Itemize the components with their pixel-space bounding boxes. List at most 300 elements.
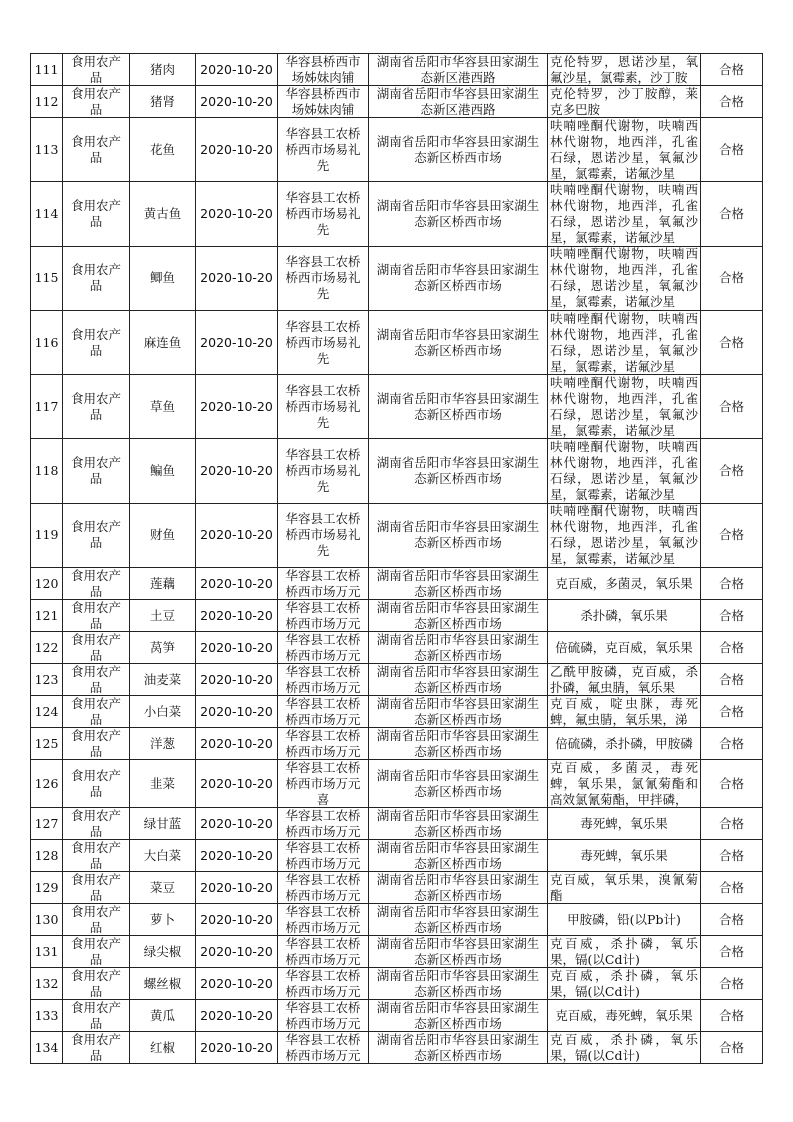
food-category-cell: [63, 664, 130, 696]
seller-address: 湖南省岳阳市华容县田家湖生态新区桥西市场: [376, 1032, 540, 1063]
table-row: [31, 86, 763, 118]
row-number: 112: [34, 93, 59, 109]
seller-address-cell: [369, 375, 548, 439]
seller-address: 湖南省岳阳市华容县田家湖生态新区桥西市场: [376, 568, 540, 599]
sampling-date: 2020-10-20: [200, 93, 273, 109]
product-name: 猪肉: [149, 61, 175, 77]
seller-address-cell: [369, 808, 548, 840]
row-number-cell: [31, 503, 63, 567]
seller-name: 华容县工农桥桥西市场万元: [285, 1032, 361, 1063]
product-name: 红椒: [149, 1039, 175, 1055]
test-items: 呋喃唑酮代谢物，呋喃西林代谢物，地西泮，孔雀石绿，恩诺沙星，氧氟沙星，氯霉素，诺氟沙星: [550, 118, 698, 181]
product-name: 鲫鱼: [149, 270, 175, 286]
sampling-date: 2020-10-20: [200, 735, 273, 751]
food-category-cell: [63, 54, 130, 86]
sampling-date: 2020-10-20: [200, 270, 273, 286]
product-name: 鳊鱼: [149, 463, 175, 479]
test-result: 合格: [718, 334, 744, 350]
row-number: 132: [34, 975, 59, 991]
seller-address: 湖南省岳阳市华容县田家湖生态新区桥西市场: [376, 767, 540, 799]
test-result: 合格: [718, 575, 744, 591]
test-items: 杀扑磷，氧乐果: [580, 607, 668, 623]
food-category-cell: [63, 568, 130, 600]
test-result-cell: [701, 808, 763, 840]
row-number-cell: [31, 760, 63, 808]
row-number: 114: [34, 205, 59, 221]
seller-name-cell: [278, 968, 369, 1000]
row-number: 117: [34, 398, 59, 414]
test-result-cell: [701, 664, 763, 696]
test-items-cell: [548, 808, 701, 840]
seller-name-cell: [278, 1032, 369, 1064]
sampling-date: 2020-10-20: [200, 527, 273, 543]
product-name-cell: [130, 760, 196, 808]
test-items: 呋喃唑酮代谢物，呋喃西林代谢物，地西泮，孔雀石绿，恩诺沙星，氧氟沙星，氯霉素，诺氟沙星: [550, 182, 698, 245]
food-category-cell: [63, 696, 130, 728]
seller-name-cell: [278, 728, 369, 760]
sampling-date-cell: [196, 118, 278, 182]
food-category-cell: [63, 503, 130, 567]
table-row: [31, 439, 763, 503]
test-items: 呋喃唑酮代谢物，呋喃西林代谢物，地西泮，孔雀石绿，恩诺沙星，氧氟沙星，氯霉素，诺氟沙星: [550, 504, 698, 567]
row-number-cell: [31, 1000, 63, 1032]
table-row: [31, 696, 763, 728]
row-number: 127: [34, 815, 59, 831]
product-name-cell: [130, 664, 196, 696]
test-result: 合格: [718, 911, 744, 927]
seller-address: 湖南省岳阳市华容县田家湖生态新区桥西市场: [376, 632, 540, 663]
sampling-date-cell: [196, 904, 278, 936]
seller-name: 华容县工农桥桥西市场万元喜: [285, 760, 361, 807]
seller-address-cell: [369, 760, 548, 808]
sampling-date-cell: [196, 182, 278, 246]
seller-name-cell: [278, 600, 369, 632]
product-name-cell: [130, 600, 196, 632]
food-category: 食用农产品: [70, 54, 121, 85]
seller-address-cell: [369, 118, 548, 182]
seller-address-cell: [369, 696, 548, 728]
seller-name: 华容县工农桥桥西市场万元: [285, 936, 361, 967]
seller-name: 华容县工农桥桥西市场万元: [285, 696, 361, 727]
seller-name: 华容县工农桥桥西市场万元: [285, 568, 361, 599]
food-category-cell: [63, 439, 130, 503]
test-result-cell: [701, 968, 763, 1000]
seller-address: 湖南省岳阳市华容县田家湖生态新区桥西市场: [376, 936, 540, 967]
test-items-cell: [548, 310, 701, 374]
row-number-cell: [31, 182, 63, 246]
seller-address-cell: [369, 840, 548, 872]
row-number: 118: [34, 463, 59, 479]
test-result: 合格: [718, 398, 744, 414]
seller-address-cell: [369, 182, 548, 246]
seller-address: 湖南省岳阳市华容县田家湖生态新区桥西市场: [376, 455, 540, 487]
test-result: 合格: [718, 1007, 744, 1023]
test-items: 乙酰甲胺磷，克百威，杀扑磷，氟虫腈，氧乐果: [550, 664, 698, 695]
row-number-cell: [31, 1032, 63, 1064]
product-name: 草鱼: [149, 398, 175, 414]
test-result: 合格: [718, 61, 744, 77]
sampling-date: 2020-10-20: [200, 575, 273, 591]
sampling-date: 2020-10-20: [200, 703, 273, 719]
product-name-cell: [130, 1032, 196, 1064]
sampling-date-cell: [196, 246, 278, 310]
test-items: 呋喃唑酮代谢物，呋喃西林代谢物，地西泮，孔雀石绿，恩诺沙星，氧氟沙星，氯霉素，诺氟沙星: [550, 311, 698, 374]
seller-name: 华容县工农桥桥西市场易礼先: [285, 382, 361, 430]
seller-address: 湖南省岳阳市华容县田家湖生态新区港西路: [376, 86, 540, 117]
test-items-cell: [548, 118, 701, 182]
seller-name-cell: [278, 246, 369, 310]
seller-address: 湖南省岳阳市华容县田家湖生态新区桥西市场: [376, 872, 540, 903]
seller-name: 华容县工农桥桥西市场万元: [285, 968, 361, 999]
row-number-cell: [31, 118, 63, 182]
test-items: 克百威，啶虫脒，毒死蜱，氟虫腈，氧乐果，涕: [550, 696, 698, 727]
food-category-cell: [63, 1032, 130, 1064]
row-number-cell: [31, 840, 63, 872]
seller-name-cell: [278, 696, 369, 728]
seller-address: 湖南省岳阳市华容县田家湖生态新区桥西市场: [376, 696, 540, 727]
test-items: 克百威，杀扑磷，氧乐果，镉(以Cd计): [550, 1032, 698, 1063]
product-name: 韭菜: [149, 775, 175, 791]
table-row: [31, 872, 763, 904]
seller-name-cell: [278, 936, 369, 968]
food-category: 食用农产品: [70, 968, 121, 999]
table-row: [31, 968, 763, 1000]
seller-address: 湖南省岳阳市华容县田家湖生态新区桥西市场: [376, 664, 540, 695]
food-category: 食用农产品: [70, 86, 121, 117]
sampling-date-cell: [196, 968, 278, 1000]
row-number: 116: [34, 334, 59, 350]
food-category-cell: [63, 86, 130, 118]
test-items-cell: [548, 696, 701, 728]
food-category: 食用农产品: [70, 519, 121, 551]
seller-address: 湖南省岳阳市华容县田家湖生态新区桥西市场: [376, 600, 540, 631]
test-items-cell: [548, 968, 701, 1000]
seller-name-cell: [278, 86, 369, 118]
sampling-date: 2020-10-20: [200, 205, 273, 221]
row-number: 120: [34, 575, 59, 591]
seller-name: 华容县工农桥桥西市场易礼先: [285, 254, 361, 302]
seller-name: 华容县工农桥桥西市场易礼先: [285, 511, 361, 559]
product-name-cell: [130, 439, 196, 503]
seller-address: 湖南省岳阳市华容县田家湖生态新区港西路: [376, 54, 540, 85]
product-name: 绿甘蓝: [143, 815, 182, 831]
table-row: [31, 1032, 763, 1064]
test-items-cell: [548, 632, 701, 664]
row-number: 119: [34, 527, 59, 543]
test-result-cell: [701, 246, 763, 310]
seller-name-cell: [278, 375, 369, 439]
seller-address-cell: [369, 728, 548, 760]
food-category-cell: [63, 118, 130, 182]
test-result: 合格: [718, 815, 744, 831]
seller-name-cell: [278, 840, 369, 872]
seller-address-cell: [369, 246, 548, 310]
food-category-cell: [63, 1000, 130, 1032]
test-result-cell: [701, 872, 763, 904]
test-result-cell: [701, 760, 763, 808]
test-result-cell: [701, 696, 763, 728]
food-category-cell: [63, 246, 130, 310]
seller-address: 湖南省岳阳市华容县田家湖生态新区桥西市场: [376, 519, 540, 551]
seller-address: 湖南省岳阳市华容县田家湖生态新区桥西市场: [376, 133, 540, 165]
row-number-cell: [31, 664, 63, 696]
test-result-cell: [701, 118, 763, 182]
food-category: 食用农产品: [70, 767, 121, 799]
test-result-cell: [701, 182, 763, 246]
product-name: 绿尖椒: [143, 943, 182, 959]
seller-address: 湖南省岳阳市华容县田家湖生态新区桥西市场: [376, 968, 540, 999]
test-items-cell: [548, 246, 701, 310]
test-result: 合格: [718, 205, 744, 221]
test-result-cell: [701, 503, 763, 567]
seller-name-cell: [278, 310, 369, 374]
seller-address-cell: [369, 968, 548, 1000]
food-category: 食用农产品: [70, 872, 121, 903]
test-items-cell: [548, 568, 701, 600]
row-number-cell: [31, 872, 63, 904]
product-name: 莴笋: [149, 639, 175, 655]
test-result-cell: [701, 840, 763, 872]
food-category: 食用农产品: [70, 728, 121, 759]
product-name-cell: [130, 182, 196, 246]
seller-name-cell: [278, 503, 369, 567]
test-result: 合格: [718, 141, 744, 157]
test-result: 合格: [718, 671, 744, 687]
test-result-cell: [701, 632, 763, 664]
row-number: 126: [34, 775, 59, 791]
seller-name-cell: [278, 904, 369, 936]
seller-address: 湖南省岳阳市华容县田家湖生态新区桥西市场: [376, 197, 540, 229]
row-number: 131: [34, 943, 59, 959]
seller-name: 华容县工农桥桥西市场万元: [285, 728, 361, 759]
row-number: 113: [34, 141, 59, 157]
food-category-cell: [63, 310, 130, 374]
food-category-cell: [63, 375, 130, 439]
test-items-cell: [548, 840, 701, 872]
test-result: 合格: [718, 93, 744, 109]
sampling-date-cell: [196, 600, 278, 632]
seller-address-cell: [369, 54, 548, 86]
food-category: 食用农产品: [70, 664, 121, 695]
row-number: 130: [34, 911, 59, 927]
sampling-date: 2020-10-20: [200, 775, 273, 791]
product-name: 洋葱: [149, 735, 175, 751]
product-name-cell: [130, 840, 196, 872]
test-result-cell: [701, 310, 763, 374]
test-items-cell: [548, 1032, 701, 1064]
test-result-cell: [701, 1000, 763, 1032]
product-name: 菜豆: [149, 879, 175, 895]
test-result: 合格: [718, 943, 744, 959]
table-row: [31, 503, 763, 567]
food-category: 食用农产品: [70, 936, 121, 967]
seller-name-cell: [278, 439, 369, 503]
test-items-cell: [548, 904, 701, 936]
row-number: 122: [34, 639, 59, 655]
table-row: [31, 760, 763, 808]
seller-address-cell: [369, 600, 548, 632]
product-name-cell: [130, 728, 196, 760]
sampling-date: 2020-10-20: [200, 815, 273, 831]
food-category-cell: [63, 760, 130, 808]
test-items: 倍硫磷，克百威，氧乐果: [555, 639, 693, 655]
product-name: 财鱼: [149, 527, 175, 543]
table-row: [31, 310, 763, 374]
seller-name-cell: [278, 1000, 369, 1032]
seller-address-cell: [369, 904, 548, 936]
product-name: 花鱼: [149, 141, 175, 157]
sampling-date: 2020-10-20: [200, 1039, 273, 1055]
test-result: 合格: [718, 775, 744, 791]
test-result: 合格: [718, 1039, 744, 1055]
sampling-date-cell: [196, 760, 278, 808]
test-result: 合格: [718, 527, 744, 543]
table-row: [31, 246, 763, 310]
row-number: 121: [34, 607, 59, 623]
row-number-cell: [31, 439, 63, 503]
test-items: 克百威，杀扑磷，氧乐果，镉(以Cd计): [550, 968, 698, 999]
row-number-cell: [31, 86, 63, 118]
sampling-date-cell: [196, 568, 278, 600]
product-name: 小白菜: [143, 703, 182, 719]
test-result: 合格: [718, 639, 744, 655]
test-items-cell: [548, 872, 701, 904]
food-category-cell: [63, 936, 130, 968]
sampling-date: 2020-10-20: [200, 334, 273, 350]
test-result-cell: [701, 86, 763, 118]
product-name-cell: [130, 86, 196, 118]
food-category: 食用农产品: [70, 808, 121, 839]
test-items: 呋喃唑酮代谢物，呋喃西林代谢物，地西泮，孔雀石绿，恩诺沙星，氧氟沙星，氯霉素，诺氟沙星: [550, 439, 698, 503]
seller-name: 华容县工农桥桥西市场万元: [285, 1000, 361, 1031]
sampling-date: 2020-10-20: [200, 975, 273, 991]
test-result-cell: [701, 600, 763, 632]
food-category: 食用农产品: [70, 262, 121, 294]
sampling-date-cell: [196, 664, 278, 696]
sampling-date-cell: [196, 54, 278, 86]
table-row: [31, 182, 763, 246]
test-result-cell: [701, 568, 763, 600]
table-row: [31, 1000, 763, 1032]
row-number-cell: [31, 936, 63, 968]
test-result: 合格: [718, 879, 744, 895]
sampling-date: 2020-10-20: [200, 607, 273, 623]
product-name-cell: [130, 808, 196, 840]
product-name-cell: [130, 632, 196, 664]
seller-address-cell: [369, 439, 548, 503]
test-items-cell: [548, 728, 701, 760]
row-number: 124: [34, 703, 59, 719]
test-result-cell: [701, 375, 763, 439]
product-name-cell: [130, 696, 196, 728]
seller-address-cell: [369, 664, 548, 696]
row-number-cell: [31, 968, 63, 1000]
seller-address-cell: [369, 568, 548, 600]
row-number: 133: [34, 1007, 59, 1023]
product-name-cell: [130, 246, 196, 310]
table-row: [31, 568, 763, 600]
sampling-date-cell: [196, 310, 278, 374]
sampling-date: 2020-10-20: [200, 847, 273, 863]
sampling-date-cell: [196, 728, 278, 760]
seller-name: 华容县工农桥桥西市场万元: [285, 904, 361, 935]
table-row: [31, 632, 763, 664]
product-name: 黄瓜: [149, 1007, 175, 1023]
table-row: [31, 600, 763, 632]
test-items: 克百威，多菌灵，毒死蜱，氧乐果，氯氰菊酯和高效氯氰菊酯，甲拌磷，: [550, 760, 698, 807]
seller-name: 华容县工农桥桥西市场易礼先: [285, 189, 361, 237]
seller-name-cell: [278, 872, 369, 904]
sampling-date: 2020-10-20: [200, 879, 273, 895]
seller-address: 湖南省岳阳市华容县田家湖生态新区桥西市场: [376, 840, 540, 871]
seller-name: 华容县工农桥桥西市场易礼先: [285, 447, 361, 495]
product-name-cell: [130, 375, 196, 439]
food-category: 食用农产品: [70, 197, 121, 229]
seller-name: 华容县桥西市场姊妹肉铺: [285, 86, 361, 117]
seller-name: 华容县工农桥桥西市场易礼先: [285, 318, 361, 366]
test-items-cell: [548, 439, 701, 503]
row-number: 115: [34, 270, 59, 286]
seller-name: 华容县工农桥桥西市场万元: [285, 808, 361, 839]
test-result: 合格: [718, 270, 744, 286]
seller-name: 华容县工农桥桥西市场万元: [285, 664, 361, 695]
test-items: 倍硫磷，杀扑磷，甲胺磷: [555, 735, 693, 751]
seller-address-cell: [369, 1032, 548, 1064]
sampling-date-cell: [196, 696, 278, 728]
seller-address-cell: [369, 86, 548, 118]
test-items: 克伦特罗，沙丁胺醇，莱克多巴胺: [550, 86, 698, 117]
row-number-cell: [31, 600, 63, 632]
test-items: 毒死蜱，氧乐果: [580, 815, 668, 831]
product-name: 莲藕: [149, 575, 175, 591]
seller-name: 华容县工农桥桥西市场万元: [285, 600, 361, 631]
test-items: 呋喃唑酮代谢物，呋喃西林代谢物，地西泮，孔雀石绿，恩诺沙星，氧氟沙星，氯霉素，诺氟沙星: [550, 375, 698, 438]
product-name-cell: [130, 503, 196, 567]
food-category-cell: [63, 840, 130, 872]
test-items-cell: [548, 503, 701, 567]
seller-address-cell: [369, 872, 548, 904]
food-category: 食用农产品: [70, 326, 121, 358]
food-category-cell: [63, 182, 130, 246]
seller-address-cell: [369, 310, 548, 374]
row-number-cell: [31, 808, 63, 840]
food-category: 食用农产品: [70, 133, 121, 165]
row-number-cell: [31, 904, 63, 936]
test-result: 合格: [718, 735, 744, 751]
table-row: [31, 118, 763, 182]
sampling-date-cell: [196, 86, 278, 118]
test-result-cell: [701, 904, 763, 936]
product-name-cell: [130, 1000, 196, 1032]
food-category: 食用农产品: [70, 840, 121, 871]
test-items: 毒死蜱，氧乐果: [580, 847, 668, 863]
inspection-results-table: [30, 53, 763, 1064]
sampling-date: 2020-10-20: [200, 911, 273, 927]
test-items-cell: [548, 936, 701, 968]
row-number-cell: [31, 375, 63, 439]
test-items-cell: [548, 600, 701, 632]
sampling-date-cell: [196, 936, 278, 968]
test-result-cell: [701, 1032, 763, 1064]
test-items-cell: [548, 375, 701, 439]
seller-name-cell: [278, 54, 369, 86]
test-result: 合格: [718, 975, 744, 991]
product-name-cell: [130, 568, 196, 600]
food-category: 食用农产品: [70, 632, 121, 663]
test-items: 克伦特罗，恩诺沙星，氧氟沙星，氯霉素，沙丁胺: [550, 54, 698, 85]
product-name: 猪肾: [149, 93, 175, 109]
food-category-cell: [63, 968, 130, 1000]
